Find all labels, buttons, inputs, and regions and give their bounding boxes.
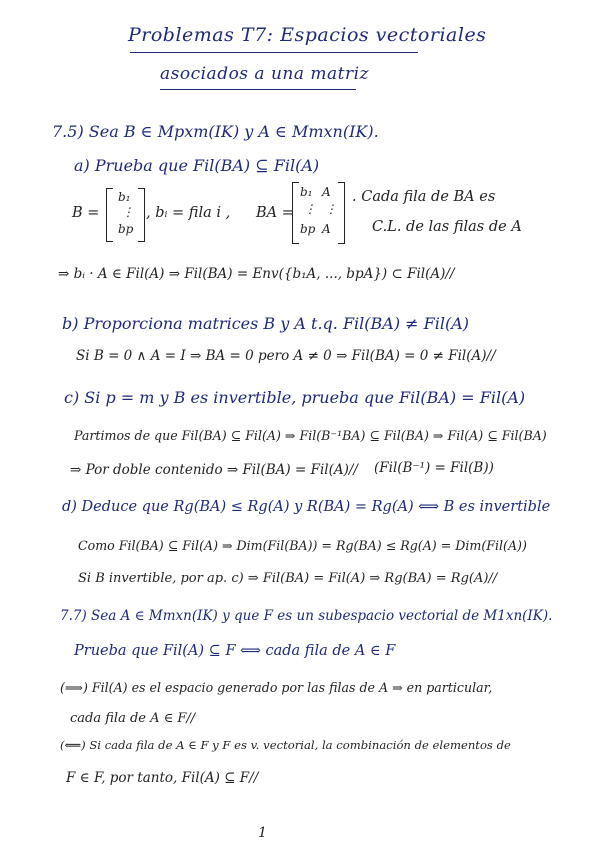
backward-proof-line-1: (⟸) Si cada fila de A ∈ F y F es v. vectorial, la combinación de elementos de — [60, 738, 511, 752]
matrix-b-cell-3: bp — [118, 222, 134, 236]
forward-proof-line-2: cada fila de A ∈ F// — [70, 711, 196, 726]
matrix-b-cell-2: ⋮ — [122, 205, 134, 219]
matrix-ba-cell-1-1: b₁ — [300, 185, 313, 199]
matrix-ba-label: BA = — [256, 205, 294, 221]
matrix-ba-cell-3-2: A — [322, 222, 331, 236]
part-d-heading: d) Deduce que Rg(BA) ≤ Rg(A) y R(BA) = Rg(A) ⟺ B es invertible — [62, 499, 551, 515]
part-d-line-1: Como Fil(BA) ⊆ Fil(A) ⇒ Dim(Fil(BA)) = Rg(BA) ≤ Rg(A) = Dim(Fil(A)) — [78, 538, 527, 553]
backward-proof-line-2: F ∈ F, por tanto, Fil(A) ⊆ F// — [66, 770, 259, 786]
matrix-b-left-bracket — [106, 188, 113, 242]
matrix-ba-cell-1-2: A — [322, 185, 331, 199]
matrix-ba-cell-2-1: ⋮ — [304, 202, 316, 216]
part-b-heading: b) Proporciona matrices B y A t.q. Fil(BA) ≠ Fil(A) — [62, 314, 470, 333]
title-line-1: Problemas T7: Espacios vectoriales — [128, 24, 487, 46]
problem-7-7-statement: Prueba que Fil(A) ⊆ F ⟺ cada fila de A ∈ F — [74, 643, 396, 659]
part-a-note-line-2: C.L. de las filas de A — [372, 219, 522, 235]
matrix-ba-cell-3-1: bp — [300, 222, 316, 236]
page-number: 1 — [258, 825, 267, 841]
part-d-line-2: Si B invertible, por ap. c) ⇒ Fil(BA) = Fil(A) ⇒ Rg(BA) = Rg(A)// — [78, 571, 498, 586]
title-underline-2 — [160, 89, 356, 90]
matrix-b-right-bracket — [138, 188, 145, 242]
title-line-2: asociados a una matriz — [160, 64, 370, 84]
bi-definition: , bᵢ = fila i , — [146, 205, 231, 221]
part-c-heading: c) Si p = m y B es invertible, prueba que Fil(BA) = Fil(A) — [64, 388, 526, 407]
part-c-aside: (Fil(B⁻¹) = Fil(B)) — [374, 460, 494, 476]
title-underline-1 — [130, 52, 418, 53]
part-c-line-1: Partimos de que Fil(BA) ⊆ Fil(A) ⇒ Fil(B⁻¹BA) ⊆ Fil(BA) ⇒ Fil(A) ⊆ Fil(BA) — [74, 428, 547, 443]
part-c-line-2: ⇒ Por doble contenido ⇒ Fil(BA) = Fil(A)// — [70, 462, 358, 478]
forward-proof-line-1: (⟹) Fil(A) es el espacio generado por las filas de A ⇒ en particular, — [60, 680, 493, 695]
part-b-line-1: Si B = 0 ∧ A = I ⇒ BA = 0 pero A ≠ 0 ⇒ Fil(BA) = 0 ≠ Fil(A)// — [76, 348, 496, 364]
part-a-heading: a) Prueba que Fil(BA) ⊆ Fil(A) — [74, 156, 320, 175]
matrix-ba-left-bracket — [292, 182, 299, 244]
matrix-b-label: B = — [72, 205, 100, 221]
problem-7-5-heading: 7.5) Sea B ∈ Mpxm(IK) y A ∈ Mmxn(IK). — [52, 122, 379, 141]
part-a-conclusion: ⇒ bᵢ · A ∈ Fil(A) ⇒ Fil(BA) = Env({b₁A, ..., bpA}) ⊂ Fil(A)// — [58, 266, 455, 282]
problem-7-7-heading: 7.7) Sea A ∈ Mmxn(IK) y que F es un subespacio vectorial de M1xn(IK). — [60, 608, 553, 624]
matrix-ba-cell-2-2: ⋮ — [325, 202, 337, 216]
matrix-ba-right-bracket — [338, 182, 345, 244]
matrix-b-cell-1: b₁ — [118, 190, 131, 204]
part-a-note-line-1: . Cada fila de BA es — [352, 189, 496, 205]
